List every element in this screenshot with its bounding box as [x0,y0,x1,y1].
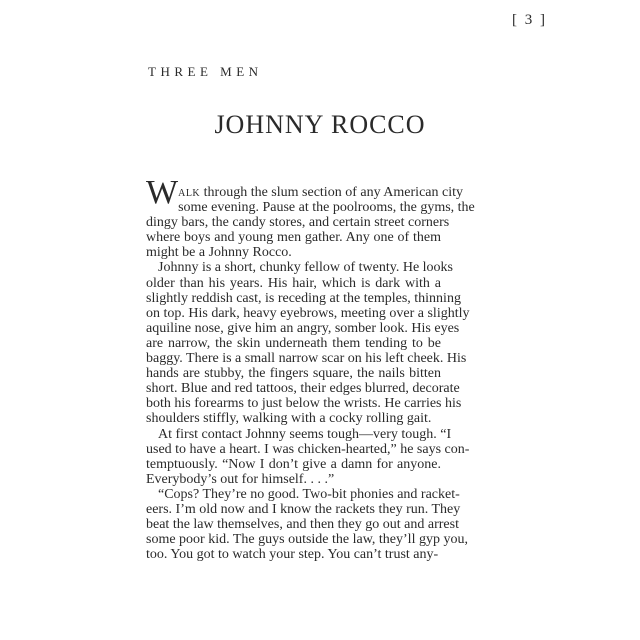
text-line: some poor kid. The guys outside the law, they’ll gyp you, [146,532,468,548]
text-line: dingy bars, the candy stores, and certain street corners [146,215,450,231]
text-line: used to have a heart. I was chicken-hearted,” he says con- [146,441,470,457]
text-line: beat the law themselves, and then they go out and arrest [146,517,459,533]
text-line: Johnny is a short, chunky fellow of twenty. He looks [158,260,453,276]
text-line: Everybody’s out for himself. . . .” [146,471,335,487]
text-line: aquiline nose, give him an angry, somber look. His eyes [146,320,460,336]
text-line: eers. I’m old now and I know the rackets they run. They [146,501,461,517]
running-head: THREE MEN [148,64,263,79]
text-line: some evening. Pause at the poolrooms, the gyms, the [178,200,475,216]
text-line: short. Blue and red tattoos, their edges blurred, decorate [146,381,460,397]
text-line: “Cops? They’re no good. Two-bit phonies and racket- [158,486,460,502]
text-line: might be a Johnny Rocco. [146,245,292,261]
paragraph [146,174,475,261]
text-line: shoulders stiffly, walking with a cocky rolling gait. [146,411,432,427]
text-line: At first contact Johnny seems tough—very tough. “I [158,426,452,442]
text-line: older than his years. His hair, which is dark with a [146,275,441,291]
text-line: baggy. There is a small narrow scar on his left cheek. His [146,351,467,367]
text-line: where boys and young men gather. Any one of them [146,230,441,246]
paragraph [146,426,470,487]
body-text [146,174,475,563]
text-line: on top. His dark, heavy eyebrows, meeting over a slightly [146,305,470,321]
text-line: are narrow, the skin underneath them tending to be [146,335,441,351]
text-line: slightly reddish cast, is receding at the temples, thinning [146,290,461,306]
text-line: WALK through the slum section of any American city [146,174,463,211]
page-number: [ 3 ] [512,12,547,28]
small-caps-lead: ALK [178,188,201,199]
drop-cap: W [146,174,179,211]
text-line: hands are stubby, the fingers square, the nails bitten [146,366,441,382]
text-line: both his forearms to just below the wrists. He carries his [146,396,462,412]
text-line: too. You got to watch your step. You can’t trust any- [146,547,439,563]
chapter-title: JOHNNY ROCCO [214,110,426,139]
paragraph [146,486,468,563]
paragraph [146,260,470,427]
text-line: temptuously. “Now I don’t give a damn for anyone. [146,456,441,472]
